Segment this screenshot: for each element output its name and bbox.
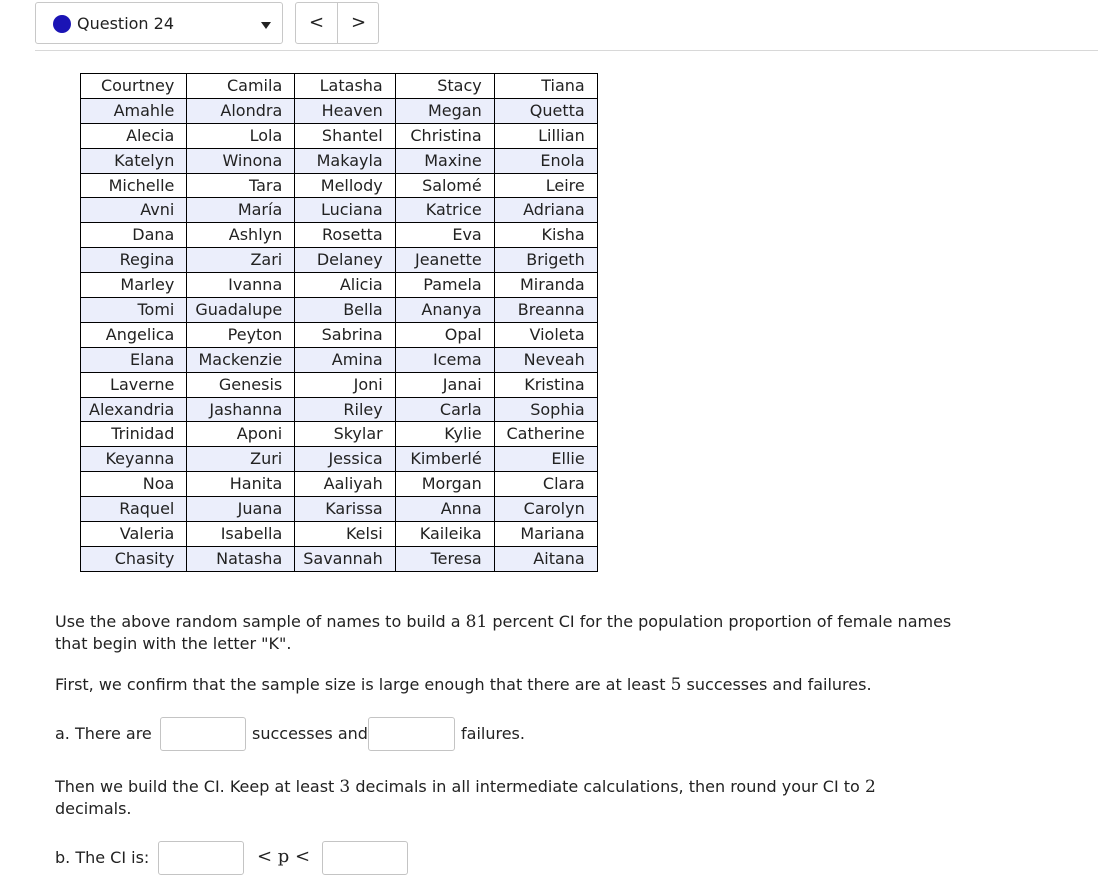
name-cell: Zari: [187, 248, 295, 273]
question-nav-bar: [0, 0, 1098, 52]
name-cell: Neveah: [494, 347, 597, 372]
name-cell: Juana: [187, 497, 295, 522]
question-pager: [295, 2, 379, 44]
name-cell: Mariana: [494, 522, 597, 547]
name-cell: Riley: [295, 397, 395, 422]
intro-text-2: percent CI for the population proportion of female names that begin with the letter "K".: [55, 612, 952, 653]
intro-text-1: Use the above random sample of names to build a: [55, 612, 466, 631]
failures-input[interactable]: [368, 717, 455, 751]
name-cell: Mellody: [295, 173, 395, 198]
name-cell: Marley: [81, 273, 187, 298]
successes-input[interactable]: [160, 717, 246, 751]
name-cell: Bella: [295, 298, 395, 323]
name-cell: Savannah: [295, 546, 395, 571]
table-row: [81, 148, 598, 173]
prev-question-button[interactable]: <: [296, 3, 338, 43]
name-cell: Karissa: [295, 497, 395, 522]
name-cell: Katrice: [395, 198, 494, 223]
name-cell: Jessica: [295, 447, 395, 472]
name-cell: Breanna: [494, 298, 597, 323]
name-cell: Joni: [295, 372, 395, 397]
name-cell: Leire: [494, 173, 597, 198]
name-cell: Ashlyn: [187, 223, 295, 248]
problem-build: [55, 776, 935, 819]
name-cell: Christina: [395, 123, 494, 148]
name-cell: Zuri: [187, 447, 295, 472]
name-cell: Elana: [81, 347, 187, 372]
successes-label: successes and: [252, 724, 368, 743]
part-b-label: b. The CI is:: [55, 848, 150, 867]
name-cell: Laverne: [81, 372, 187, 397]
table-row: [81, 248, 598, 273]
part-a-label: a. There are: [55, 724, 152, 743]
name-cell: Anna: [395, 497, 494, 522]
build-text-2: decimals in all intermediate calculations, then round your CI to: [350, 777, 865, 796]
build-text-3: decimals.: [55, 799, 132, 818]
table-row: [81, 74, 598, 99]
name-cell: Alecia: [81, 123, 187, 148]
name-cell: Ananya: [395, 298, 494, 323]
name-cell: Aaliyah: [295, 472, 395, 497]
name-cell: Alondra: [187, 98, 295, 123]
min-count: 5: [670, 675, 682, 695]
name-cell: Salomé: [395, 173, 494, 198]
name-cell: Luciana: [295, 198, 395, 223]
name-cell: Janai: [395, 372, 494, 397]
name-cell: Aitana: [494, 546, 597, 571]
name-cell: Lola: [187, 123, 295, 148]
name-cell: Catherine: [494, 422, 597, 447]
table-row: [81, 347, 598, 372]
table-row: [81, 522, 598, 547]
name-cell: Natasha: [187, 546, 295, 571]
table-row: [81, 298, 598, 323]
name-cell: Courtney: [81, 74, 187, 99]
name-cell: Carla: [395, 397, 494, 422]
name-cell: Morgan: [395, 472, 494, 497]
name-cell: Quetta: [494, 98, 597, 123]
name-cell: Chasity: [81, 546, 187, 571]
name-cell: Raquel: [81, 497, 187, 522]
name-cell: Skylar: [295, 422, 395, 447]
name-cell: Angelica: [81, 322, 187, 347]
name-cell: Keyanna: [81, 447, 187, 472]
header-divider: [35, 50, 1098, 51]
ci-percent: 81: [465, 612, 488, 632]
name-cell: Kylie: [395, 422, 494, 447]
table-row: [81, 98, 598, 123]
name-cell: Genesis: [187, 372, 295, 397]
name-cell: Jashanna: [187, 397, 295, 422]
table-row: [81, 123, 598, 148]
name-cell: Adriana: [494, 198, 597, 223]
table-row: [81, 223, 598, 248]
build-text-1: Then we build the CI. Keep at least: [55, 777, 340, 796]
name-cell: Avni: [81, 198, 187, 223]
confirm-text-1: First, we confirm that the sample size is large enough that there are at least: [55, 675, 671, 694]
name-cell: Valeria: [81, 522, 187, 547]
name-cell: Jeanette: [395, 248, 494, 273]
table-row: [81, 546, 598, 571]
name-cell: Tomi: [81, 298, 187, 323]
table-row: [81, 198, 598, 223]
name-cell: Makayla: [295, 148, 395, 173]
name-cell: Latasha: [295, 74, 395, 99]
name-cell: Enola: [494, 148, 597, 173]
ci-upper-input[interactable]: [322, 841, 408, 875]
name-cell: Kristina: [494, 372, 597, 397]
name-cell: Carolyn: [494, 497, 597, 522]
table-row: [81, 497, 598, 522]
name-cell: Kisha: [494, 223, 597, 248]
name-cell: Michelle: [81, 173, 187, 198]
name-cell: Kelsi: [295, 522, 395, 547]
table-row: [81, 447, 598, 472]
name-cell: María: [187, 198, 295, 223]
name-cell: Violeta: [494, 322, 597, 347]
name-cell: Regina: [81, 248, 187, 273]
name-cell: Icema: [395, 347, 494, 372]
name-cell: Lillian: [494, 123, 597, 148]
status-dot-icon: [53, 15, 71, 33]
name-cell: Sophia: [494, 397, 597, 422]
problem-intro: [55, 611, 955, 654]
table-row: [81, 472, 598, 497]
names-table: [80, 73, 598, 572]
name-cell: Amahle: [81, 98, 187, 123]
name-cell: Delaney: [295, 248, 395, 273]
name-cell: Dana: [81, 223, 187, 248]
name-cell: Alicia: [295, 273, 395, 298]
name-cell: Hanita: [187, 472, 295, 497]
table-row: [81, 173, 598, 198]
failures-label: failures.: [461, 724, 525, 743]
name-cell: Alexandria: [81, 397, 187, 422]
name-cell: Noa: [81, 472, 187, 497]
name-cell: Ellie: [494, 447, 597, 472]
name-cell: Katelyn: [81, 148, 187, 173]
name-cell: Sabrina: [295, 322, 395, 347]
table-row: [81, 397, 598, 422]
problem-confirm: [55, 674, 955, 696]
question-selector[interactable]: [35, 2, 283, 44]
name-cell: Ivanna: [187, 273, 295, 298]
name-cell: Stacy: [395, 74, 494, 99]
name-cell: Rosetta: [295, 223, 395, 248]
table-row: [81, 273, 598, 298]
name-cell: Trinidad: [81, 422, 187, 447]
decimals-keep: 3: [339, 777, 351, 797]
name-cell: Aponi: [187, 422, 295, 447]
name-cell: Kimberlé: [395, 447, 494, 472]
name-cell: Winona: [187, 148, 295, 173]
name-cell: Peyton: [187, 322, 295, 347]
name-cell: Amina: [295, 347, 395, 372]
ci-inequality: < p <: [257, 846, 311, 867]
table-row: [81, 322, 598, 347]
table-row: [81, 372, 598, 397]
caret-down-icon: [261, 22, 271, 29]
name-cell: Mackenzie: [187, 347, 295, 372]
name-cell: Teresa: [395, 546, 494, 571]
ci-lower-input[interactable]: [158, 841, 244, 875]
name-cell: Tiana: [494, 74, 597, 99]
name-cell: Isabella: [187, 522, 295, 547]
name-cell: Opal: [395, 322, 494, 347]
name-cell: Miranda: [494, 273, 597, 298]
name-cell: Eva: [395, 223, 494, 248]
name-cell: Clara: [494, 472, 597, 497]
confirm-text-2: successes and failures.: [681, 675, 872, 694]
name-cell: Heaven: [295, 98, 395, 123]
name-cell: Brigeth: [494, 248, 597, 273]
name-cell: Megan: [395, 98, 494, 123]
decimals-round: 2: [864, 777, 876, 797]
name-cell: Camila: [187, 74, 295, 99]
question-label: Question 24: [77, 14, 175, 33]
name-cell: Maxine: [395, 148, 494, 173]
name-cell: Pamela: [395, 273, 494, 298]
name-cell: Shantel: [295, 123, 395, 148]
table-row: [81, 422, 598, 447]
name-cell: Tara: [187, 173, 295, 198]
name-cell: Kaileika: [395, 522, 494, 547]
name-cell: Guadalupe: [187, 298, 295, 323]
next-question-button[interactable]: >: [350, 12, 367, 33]
